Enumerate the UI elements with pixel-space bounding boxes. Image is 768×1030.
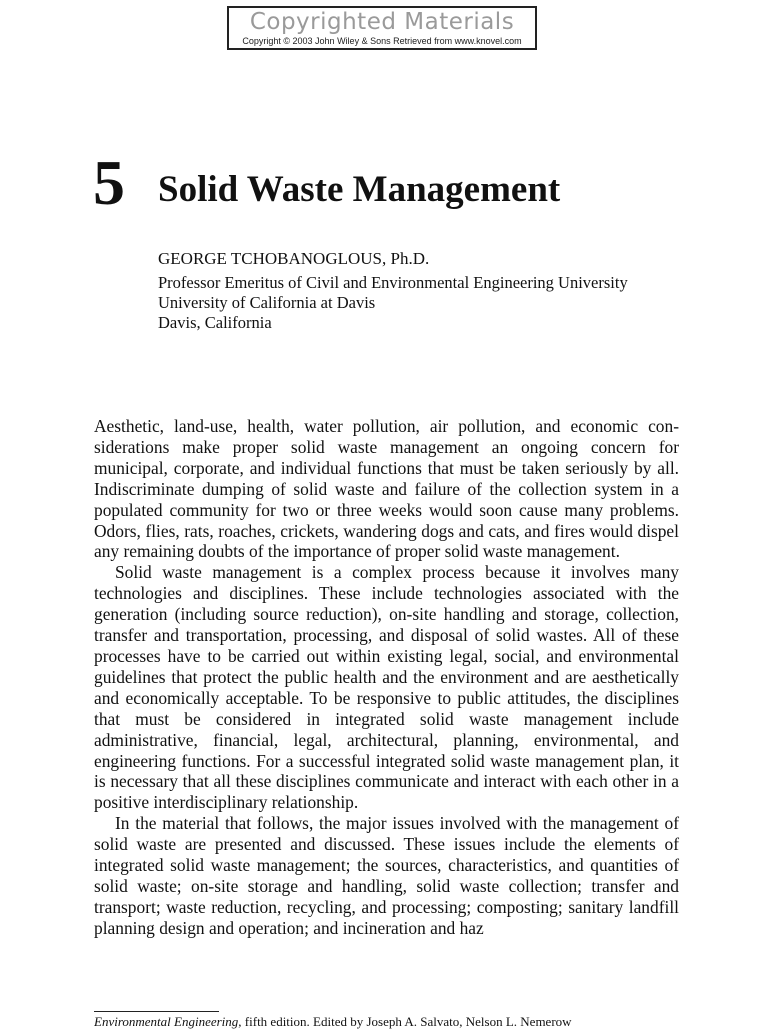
- body-text: [94, 416, 679, 939]
- stamp-title: Copyrighted Materials: [249, 9, 515, 35]
- author-name: GEORGE TCHOBANOGLOUS, Ph.D.: [158, 249, 430, 268]
- footnote-divider: [94, 1011, 219, 1012]
- copyright-stamp: [227, 6, 537, 50]
- body-paragraph-3: In the material that follows, the major issues involved with the management of solid waste are presented and discussed. These issues include the elements of integrated solid waste management; the sources, characteristics, and quantities of solid waste; on-site storage and handling, solid waste collection; transfer and transport; waste reduction, recycling, and processing; composting; sanitary landfill planning design and operation; and incineration and haz: [94, 813, 679, 938]
- author-affiliation-line-2: University of California at Davis: [158, 293, 376, 312]
- chapter-number: 5: [93, 147, 125, 218]
- body-paragraph-1: Aesthetic, land-use, health, water pollution, air pollution, and economic considerations make proper solid waste management an ongoing concern for municipal, corporate, and individual functions that must be taken seriously by all. Indiscriminate dumping of solid waste and failure of the collection system in a populated community for two or three weeks would soon cause many problems. Odors, flies, rats, roaches, crickets, wandering dogs and cats, and fires would dispel any remaining doubts of the importance of proper solid waste management.: [94, 416, 679, 562]
- footnote: [94, 1014, 679, 1030]
- author-block: [158, 248, 718, 333]
- author-affiliation-line-1: Professor Emeritus of Civil and Environmental Engineering University: [158, 273, 628, 292]
- footnote-book-title: Environmental Engineering: [94, 1014, 239, 1029]
- stamp-subtitle: Copyright © 2003 John Wiley & Sons Retrieved from www.knovel.com: [242, 36, 522, 46]
- body-paragraph-2: Solid waste management is a complex process because it involves many technologies and disciplines. These include technologies associated with the generation (including source reduction), on-site handling and storage, collection, transfer and transportation, processing, and disposal of solid wastes. All of these processes have to be carried out within existing legal, social, and environmental guidelines that protect the public health and the environment and are aesthetically and economically acceptable. To be responsive to public attitudes, the disciplines that must be considered in integrated solid waste management include administrative, financial, legal, architectural, planning, environmental, and engineering functions. For a successful integrated solid waste management plan, it is necessary that all these disciplines communicate and interact with each other in a positive interdisciplinary relationship.: [94, 562, 679, 813]
- author-affiliation-line-3: Davis, California: [158, 313, 272, 332]
- footnote-text: , fifth edition. Edited by Joseph A. Salvato, Nelson L. Nemerow: [238, 1014, 572, 1029]
- chapter-title: Solid Waste Management: [158, 169, 561, 210]
